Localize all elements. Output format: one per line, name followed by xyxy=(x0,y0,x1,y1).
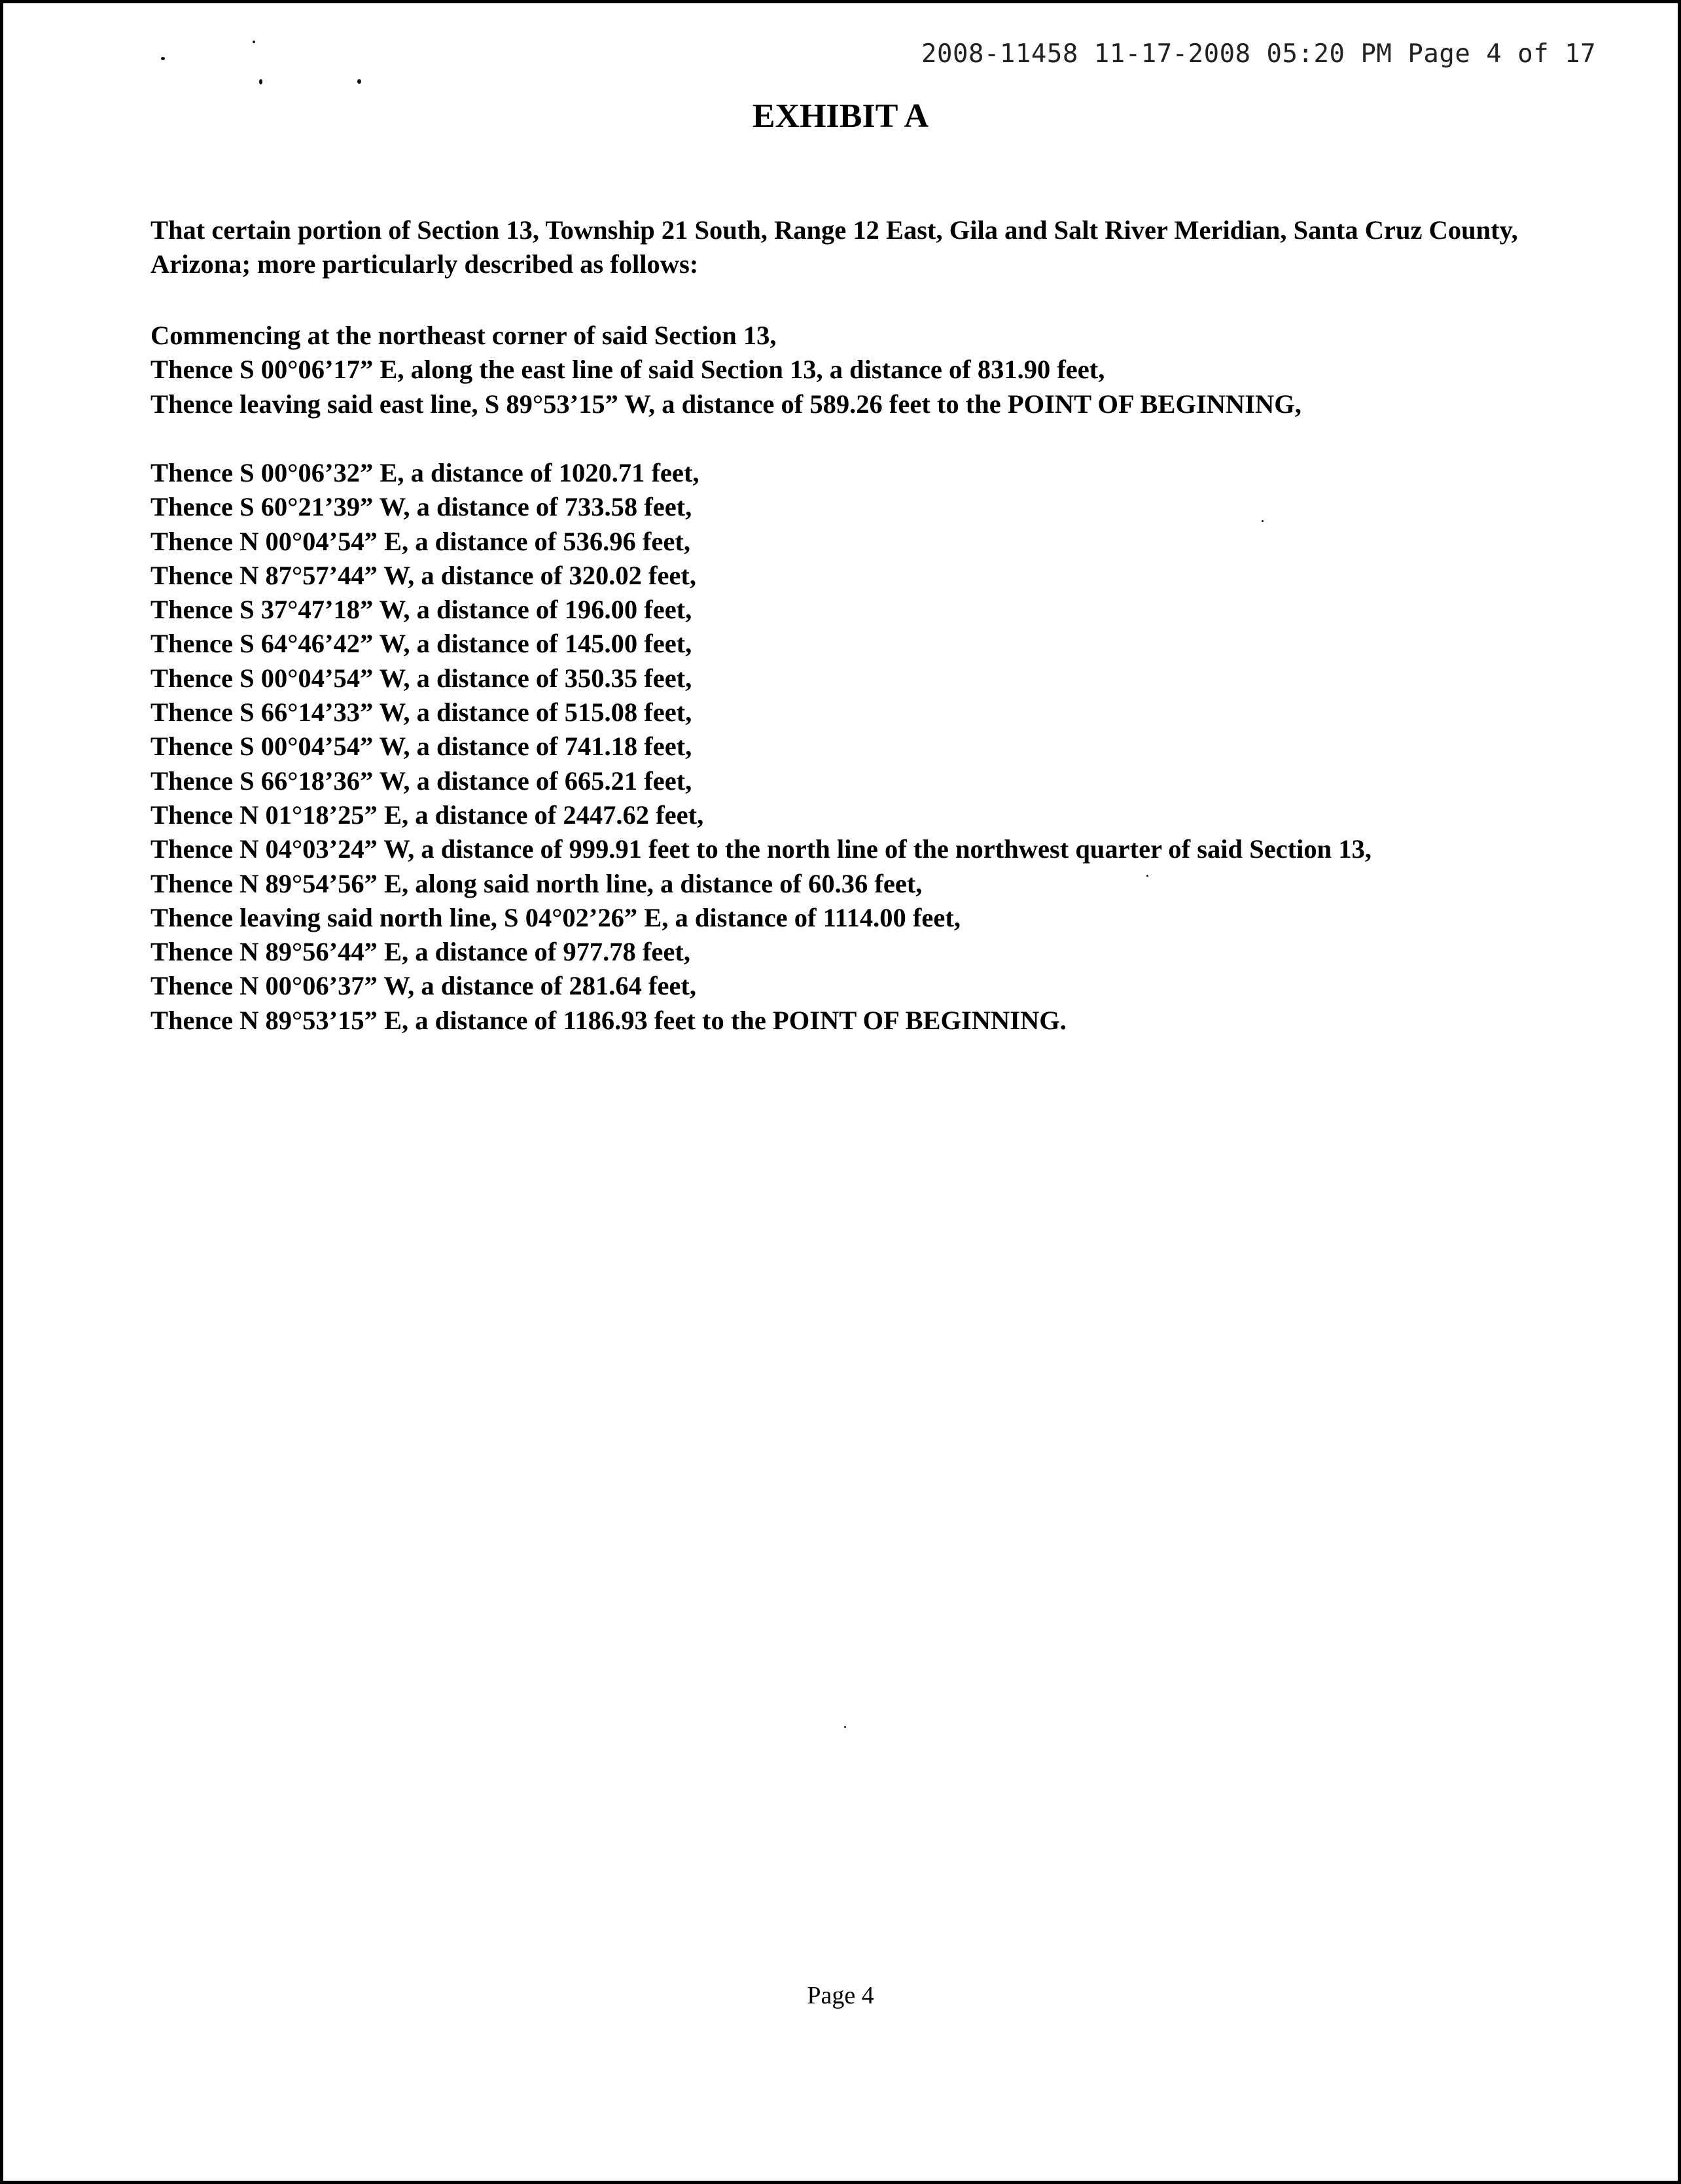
course-line: Thence leaving said north line, S 04°02’26” E, a distance of 1114.00 feet, xyxy=(150,902,961,932)
course-line: Thence S 66°18’36” W, a distance of 665.21 feet, xyxy=(150,766,692,796)
course-line: Thence S 64°46’42” W, a distance of 145.00 feet, xyxy=(150,629,692,659)
commencement-line: Thence leaving said east line, S 89°53’15” W, a distance of 589.26 feet to the POINT OF BEGINNING, xyxy=(150,389,1301,419)
course-line: Thence S 60°21’39” W, a distance of 733.58 feet, xyxy=(150,492,692,522)
scan-speck xyxy=(253,41,255,43)
course-line: Thence S 37°47’18” W, a distance of 196.00 feet, xyxy=(150,595,692,625)
intro-paragraph: That certain portion of Section 13, Township 21 South, Range 12 East, Gila and Salt River Meridian, Santa Cruz County, Arizona; more particularly described as follows: xyxy=(150,215,1518,279)
course-line: Thence N 89°56’44” E, a distance of 977.78 feet, xyxy=(150,937,690,967)
commencement-block xyxy=(150,319,1531,421)
recording-stamp: 2008-11458 11-17-2008 05:20 PM Page 4 of 17 xyxy=(921,39,1597,69)
course-line: Thence N 04°03’24” W, a distance of 999.91 feet to the north line of the northwest quarter of said Section 13, xyxy=(150,834,1371,864)
course-line: Thence S 00°04’54” W, a distance of 741.18 feet, xyxy=(150,731,692,762)
course-line: Thence N 00°06’37” W, a distance of 281.64 feet, xyxy=(150,971,697,1001)
course-line: Thence S 66°14’33” W, a distance of 515.08 feet, xyxy=(150,697,692,728)
course-line: Thence N 87°57’44” W, a distance of 320.02 feet, xyxy=(150,560,697,590)
courses-block xyxy=(150,456,1531,1038)
course-line: Thence N 89°53’15” E, a distance of 1186.93 feet to the POINT OF BEGINNING. xyxy=(150,1005,1067,1035)
scan-speck xyxy=(844,1726,846,1728)
scan-speck xyxy=(357,79,361,84)
commencement-line: Commencing at the northeast corner of said Section 13, xyxy=(150,321,777,350)
scan-speck xyxy=(161,57,165,60)
scan-speck xyxy=(259,79,262,84)
exhibit-title: EXHIBIT A xyxy=(752,97,929,135)
course-line: Thence N 89°54’56” E, along said north line, a distance of 60.36 feet, xyxy=(150,868,923,898)
course-line: Thence S 00°04’54” W, a distance of 350.35 feet, xyxy=(150,663,692,693)
commencement-line: Thence S 00°06’17” E, along the east line of said Section 13, a distance of 831.90 feet, xyxy=(150,355,1105,385)
page-number: Page 4 xyxy=(807,1982,874,2009)
course-line: Thence S 00°06’32” E, a distance of 1020.71 feet, xyxy=(150,458,699,487)
course-line: Thence N 00°04’54” E, a distance of 536.96 feet, xyxy=(150,526,690,556)
course-line: Thence N 01°18’25” E, a distance of 2447.62 feet, xyxy=(150,800,704,830)
